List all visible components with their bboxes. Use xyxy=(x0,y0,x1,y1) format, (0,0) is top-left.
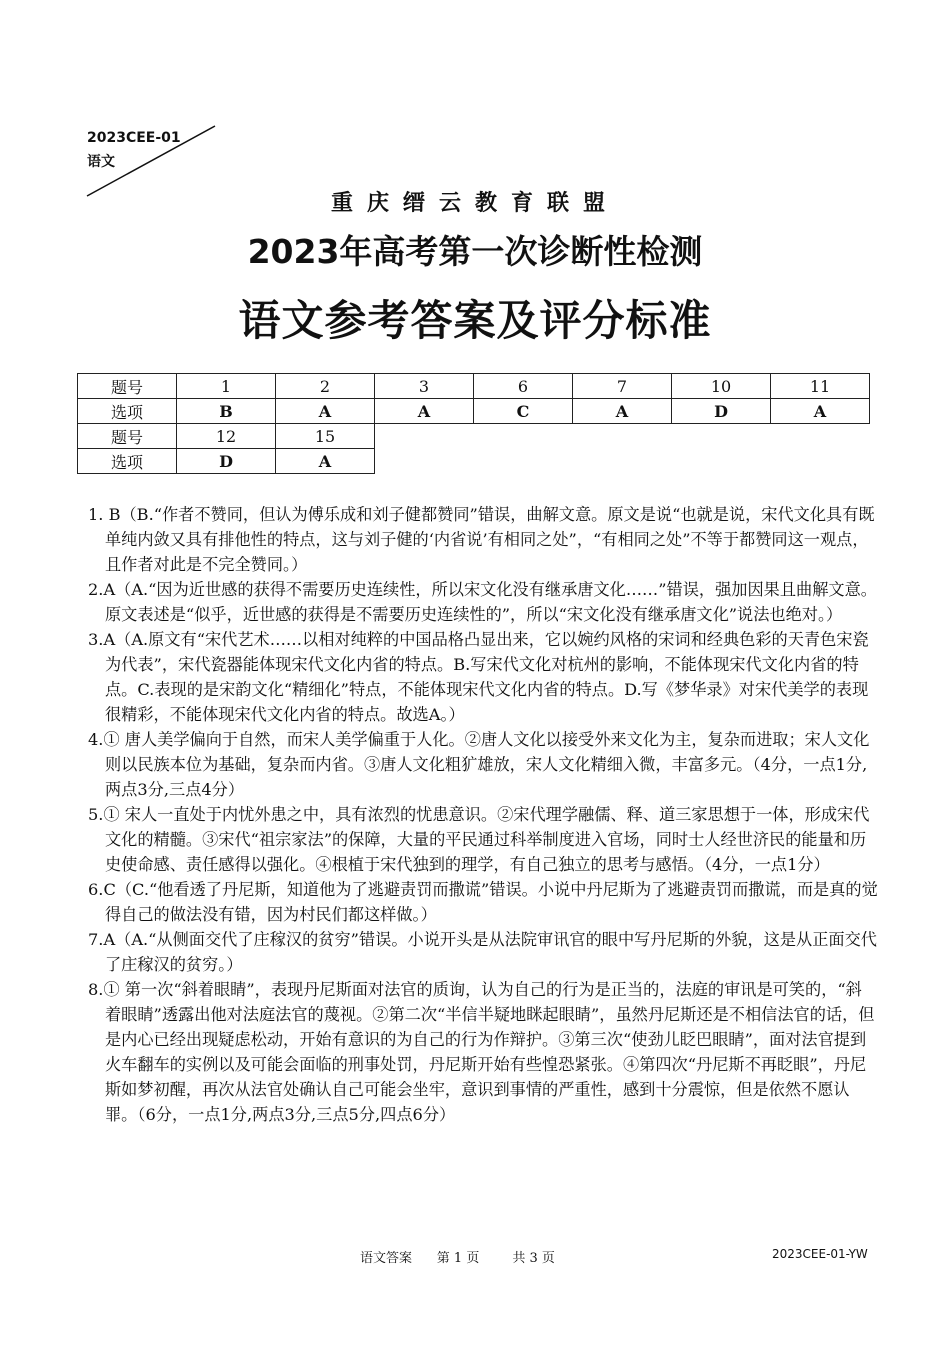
question-number: 2 xyxy=(276,374,375,399)
table-blank xyxy=(375,449,870,474)
answer-option: C xyxy=(474,399,573,424)
question-row xyxy=(78,424,870,449)
answer-item: 6.C（C.“他看透了丹尼斯，知道他为了逃避责罚而撒谎”错误。小说中丹尼斯为了逃避责罚而撒谎，而是真的觉得自己的做法没有错，因为村民们都这样做。） xyxy=(88,880,878,924)
document-title: 语文参考答案及评分标准 xyxy=(238,296,712,345)
answer-item: 3.A（A.原文有“宋代艺术……以相对纯粹的中国品格凸显出来，它以婉约风格的宋词和经典色彩的天青色宋瓷为代表”，宋代瓷器能体现宋代文化内省的特点。B.写宋代文化对杭州的影响，不能体现宋代文化内省的特点。C.表现的是宋韵文化“精细化”特点，不能体现宋代文化内省的特点。D.写《梦华录》对宋代美学的表现很精彩，不能体现宋代文化内省的特点。故选A。） xyxy=(88,630,869,724)
answer-item: 8.① 第一次“斜着眼睛”，表现丹尼斯面对法官的质询，认为自己的行为是正当的，法庭的审讯是可笑的，“斜着眼睛”透露出他对法庭法官的蔑视。②第二次“半信半疑地眯起眼睛”，虽然丹尼斯还是不相信法官的话，但是内心已经出现疑虑松动，开始有意识的为自己的行为作辩护。③第三次“使劲儿眨巴眼睛”，面对法官提到火车翻车的实例以及可能会面临的刑事处罚，丹尼斯开始有些惶恐紧张。④第四次“丹尼斯不再眨眼”，丹尼斯如梦初醒，再次从法官处确认自己可能会坐牢，意识到事情的严重性，感到十分震惊，但是依然不愿认罪。（6分，一点1分,两点3分,三点5分,四点6分） xyxy=(88,980,875,1124)
exam-title: 2023年高考第一次诊断性检测 xyxy=(247,232,703,271)
answer-item: 7.A（A.“从侧面交代了庄稼汉的贫穷”错误。小说开头是从法院审讯官的眼中写丹尼斯的外貌，这是从正面交代了庄稼汉的贫穷。） xyxy=(88,930,877,974)
answer-option: D xyxy=(672,399,771,424)
answer-table xyxy=(77,373,870,474)
question-number: 12 xyxy=(177,424,276,449)
answer-item: 1. B（B.“作者不赞同，但认为傅乐成和刘子健都赞同”错误，曲解文意。原文是说“也就是说，宋代文化具有既单纯内敛又具有排他性的特点，这与刘子健的‘内省说’有相同之处”，“有相同之处”不等于都赞同这一观点，且作者对此是不完全赞同。） xyxy=(88,505,875,574)
corner-label xyxy=(87,126,181,174)
question-number: 6 xyxy=(474,374,573,399)
answer-option: B xyxy=(177,399,276,424)
question-number: 11 xyxy=(771,374,870,399)
answer-option: A xyxy=(276,399,375,424)
option-label: 选项 xyxy=(78,449,177,474)
question-number: 10 xyxy=(672,374,771,399)
organization-name: 重庆缙云教育联盟 xyxy=(330,191,619,216)
answer-option: A xyxy=(276,449,375,474)
answer-item: 2.A（A.“因为近世感的获得不需要历史连续性，所以宋文化没有继承唐文化……”错误，强加因果且曲解文意。原文表述是“似乎，近世感的获得是不需要历史连续性的”，所以“宋文化没有继承唐文化”说法也绝对。） xyxy=(88,580,877,624)
option-row xyxy=(78,449,870,474)
exam-code: 2023CEE-01 xyxy=(87,130,181,146)
answer-explanations xyxy=(88,502,878,1127)
question-number: 15 xyxy=(276,424,375,449)
answer-option: A xyxy=(573,399,672,424)
answer-option: D xyxy=(177,449,276,474)
question-row xyxy=(78,374,870,399)
document-code: 2023CEE-01-YW xyxy=(772,1247,868,1261)
table-blank xyxy=(375,424,870,449)
question-number: 1 xyxy=(177,374,276,399)
question-label: 题号 xyxy=(78,374,177,399)
answer-option: A xyxy=(771,399,870,424)
page-footer: 语文答案 第 1 页 共 3 页 xyxy=(360,1251,555,1266)
question-label: 题号 xyxy=(78,424,177,449)
option-row xyxy=(78,399,870,424)
answer-option: A xyxy=(375,399,474,424)
question-number: 7 xyxy=(573,374,672,399)
answer-item: 4.① 唐人美学偏向于自然，而宋人美学偏重于人化。②唐人文化以接受外来文化为主，复杂而进取；宋人文化则以民族本位为基础，复杂而内省。③唐人文化粗犷雄放，宋人文化精细入微，丰富多元。（4分，一点1分,两点3分,三点4分） xyxy=(88,730,870,799)
option-label: 选项 xyxy=(78,399,177,424)
answer-item: 5.① 宋人一直处于内忧外患之中，具有浓烈的忧患意识。②宋代理学融儒、释、道三家思想于一体，形成宋代文化的精髓。③宋代“祖宗家法”的保障，大量的平民通过科举制度进入官场，同时士人经世济民的能量和历史使命感、责任感得以强化。④根植于宋代独到的理学，有自己独立的思考与感悟。（4分，一点1分） xyxy=(88,805,870,874)
question-number: 3 xyxy=(375,374,474,399)
subject-label: 语文 xyxy=(87,154,115,170)
